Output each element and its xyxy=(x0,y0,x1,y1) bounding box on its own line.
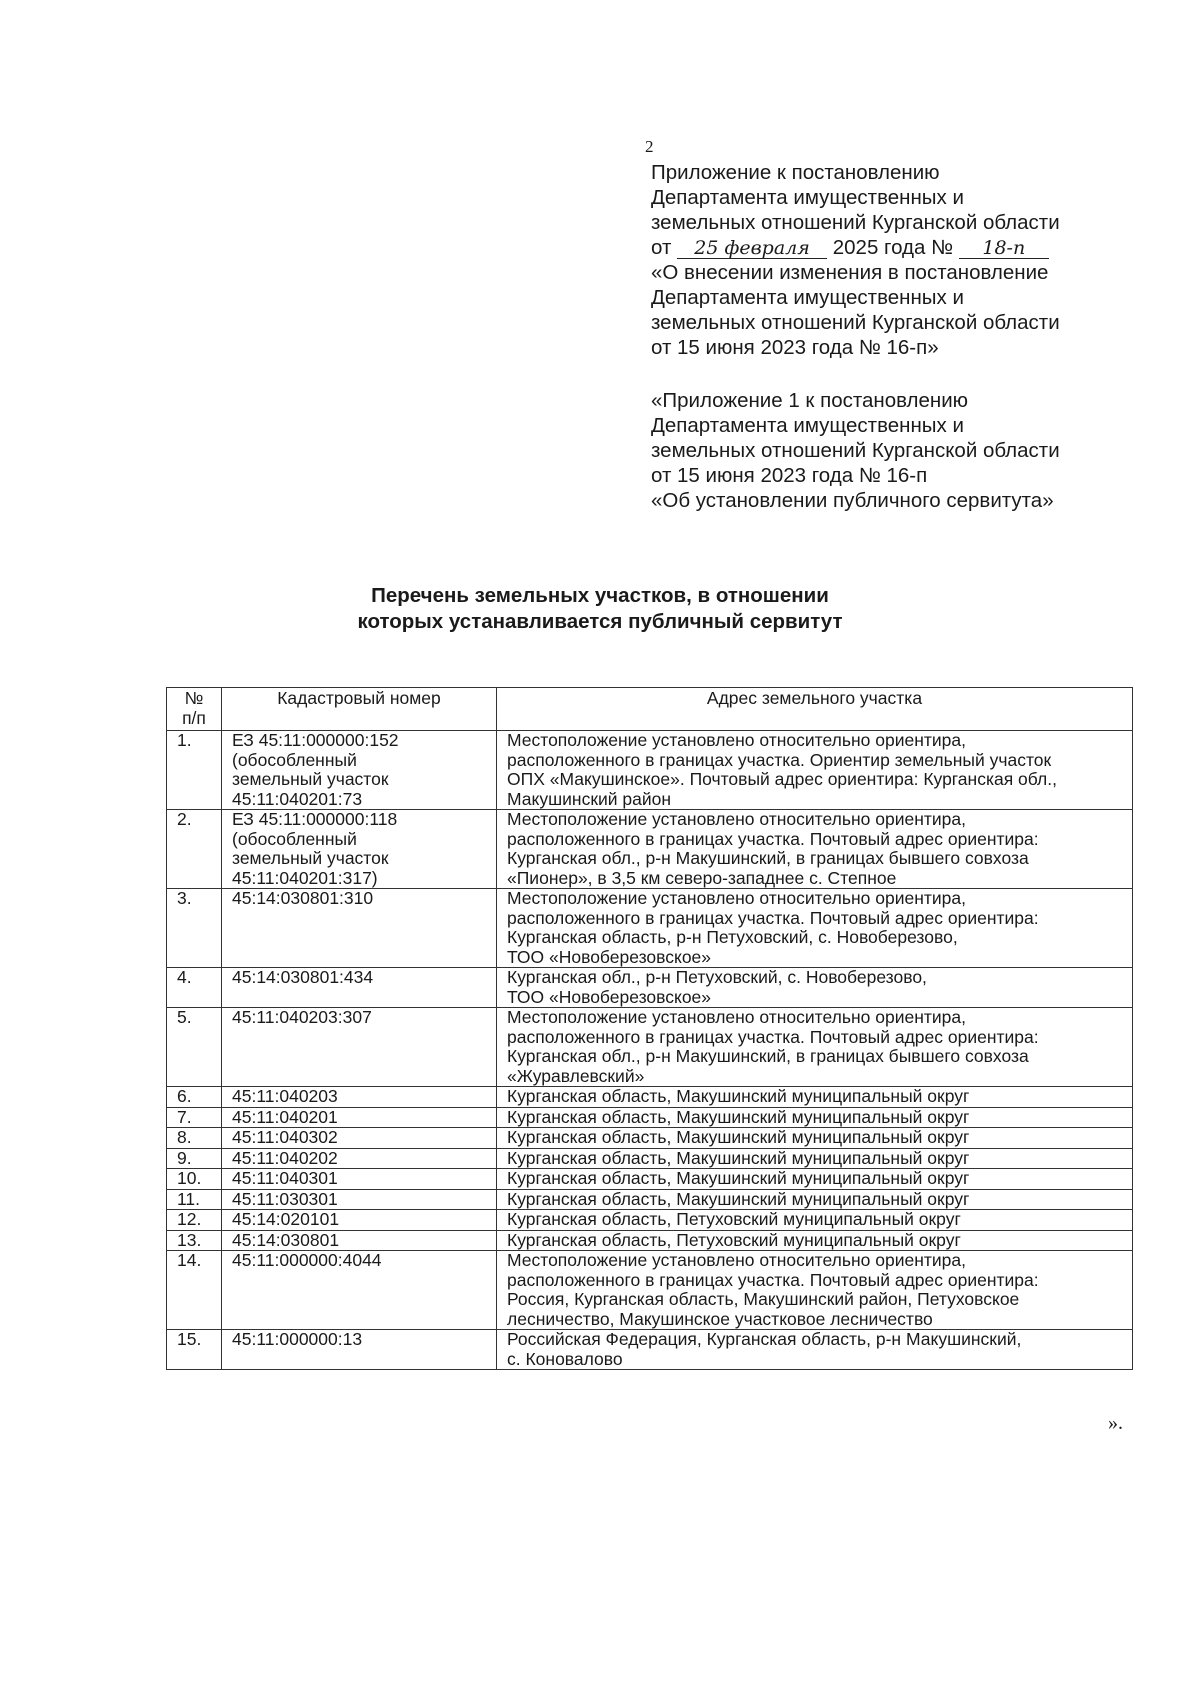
cadastral-number-cell xyxy=(222,1251,497,1330)
cadastral-number-cell xyxy=(222,1169,497,1190)
header-line: от 15 июня 2023 года № 16-п» xyxy=(651,336,939,359)
cadastral-number-cell xyxy=(222,1107,497,1128)
cadastral-number-cell xyxy=(222,731,497,810)
table-row xyxy=(167,810,1133,889)
title-line: Перечень земельных участков, в отношении xyxy=(371,584,829,607)
header-line: «Об установлении публичного сервитута» xyxy=(651,489,1054,512)
row-number: 9. xyxy=(167,1148,222,1169)
row-number: 14. xyxy=(167,1251,222,1330)
cadastral-line: 45:11:040201:317) xyxy=(232,867,378,888)
row-number: 7. xyxy=(167,1107,222,1128)
table-body xyxy=(167,731,1133,1370)
table-row xyxy=(167,1008,1133,1087)
cadastral-line: 45:11:040203:307 xyxy=(232,1007,372,1027)
address-line: Курганская область, Макушинский муниципальный округ xyxy=(507,1107,970,1127)
cadastral-line: 45:11:040301 xyxy=(232,1168,338,1188)
row-number: 11. xyxy=(167,1189,222,1210)
header-line: Департамента имущественных и xyxy=(651,286,964,309)
cadastral-line: 45:14:030801 xyxy=(232,1230,340,1250)
cadastral-number-cell xyxy=(222,968,497,1008)
cadastral-line: 45:11:030301 xyxy=(232,1189,338,1209)
cadastral-line: 45:11:040203 xyxy=(232,1086,338,1106)
cadastral-line: 45:11:000000:4044 xyxy=(232,1250,382,1270)
address-cell xyxy=(497,968,1133,1008)
row-number: 6. xyxy=(167,1087,222,1108)
cadastral-line: 45:11:040202 xyxy=(232,1148,338,1168)
cadastral-line: 45:11:040201 xyxy=(232,1107,338,1127)
address-line: ТОО «Новоберезовское» xyxy=(507,946,712,967)
address-cell xyxy=(497,1330,1133,1370)
cadastral-number-cell xyxy=(222,889,497,968)
address-line: лесничество, Макушинское участковое лесничество xyxy=(507,1308,933,1329)
header-line: от 15 июня 2023 года № 16-п xyxy=(651,464,928,487)
page-number: 2 xyxy=(645,137,654,156)
table-row xyxy=(167,889,1133,968)
cadastral-line: ЕЗ 45:11:000000:152 xyxy=(232,730,399,750)
table-header-row xyxy=(167,688,1133,731)
table-row xyxy=(167,1251,1133,1330)
address-line: Российская Федерация, Курганская область, р-н Макушинский, xyxy=(507,1329,1022,1349)
title-line: которых устанавливается публичный сервитут xyxy=(357,610,843,633)
address-line: Курганская область, Макушинский муниципальный округ xyxy=(507,1127,970,1147)
address-line: расположенного в границах участка. Почтовый адрес ориентира: xyxy=(507,1026,1039,1047)
address-line: Курганская область, р-н Петуховский, с. Новоберезово, xyxy=(507,927,958,947)
address-cell xyxy=(497,1251,1133,1330)
address-line: Местоположение установлено относительно ориентира, xyxy=(507,888,966,908)
table-row xyxy=(167,1189,1133,1210)
cadastral-line: ЕЗ 45:11:000000:118 xyxy=(232,809,398,829)
header-num-line: п/п xyxy=(182,707,206,728)
address-cell xyxy=(497,1107,1133,1128)
address-cell xyxy=(497,1148,1133,1169)
cadastral-line: земельный участок xyxy=(232,848,389,868)
cadastral-number-cell xyxy=(222,1189,497,1210)
header-num xyxy=(167,688,222,731)
address-line: Курганская обл., р-н Макушинский, в границах бывшего совхоза xyxy=(507,848,1029,868)
address-line: Макушинский район xyxy=(507,788,672,809)
address-cell xyxy=(497,731,1133,810)
cadastral-number-cell xyxy=(222,1128,497,1149)
table-row xyxy=(167,731,1133,810)
address-line: Курганская область, Макушинский муниципальный округ xyxy=(507,1086,970,1106)
row-number: 5. xyxy=(167,1008,222,1087)
header-line: земельных отношений Курганской области xyxy=(651,311,1060,334)
handwritten-number: 18-п xyxy=(959,238,1049,259)
closing-mark: ». xyxy=(1108,1412,1123,1434)
address-cell xyxy=(497,1210,1133,1231)
address-cell xyxy=(497,1230,1133,1251)
header-date-line xyxy=(651,235,1171,260)
row-number: 4. xyxy=(167,968,222,1008)
cadastral-number-cell xyxy=(222,1330,497,1370)
table-row xyxy=(167,1169,1133,1190)
address-line: Курганская область, Петуховский муниципальный округ xyxy=(507,1230,961,1250)
cadastral-line: 45:14:030801:434 xyxy=(232,967,374,987)
document-title xyxy=(300,583,900,635)
cadastral-line: 45:11:000000:13 xyxy=(232,1329,363,1349)
address-cell xyxy=(497,889,1133,968)
address-line: «Журавлевский» xyxy=(507,1065,645,1086)
year-text: 2025 года № xyxy=(832,236,954,259)
address-line: Курганская обл., р-н Петуховский, с. Новоберезово, xyxy=(507,967,927,987)
row-number: 13. xyxy=(167,1230,222,1251)
header-line: земельных отношений Курганской области xyxy=(651,211,1060,234)
table-row xyxy=(167,1230,1133,1251)
cadastral-line: 45:11:040302 xyxy=(232,1127,338,1147)
table-row xyxy=(167,1087,1133,1108)
header-line: «О внесении изменения в постановление xyxy=(651,261,1049,284)
cadastral-number-cell xyxy=(222,810,497,889)
address-line: Курганская область, Петуховский муниципальный округ xyxy=(507,1209,961,1229)
address-line: Местоположение установлено относительно ориентира, xyxy=(507,1007,966,1027)
date-prefix: от xyxy=(651,236,672,259)
table-row xyxy=(167,1330,1133,1370)
table-row xyxy=(167,968,1133,1008)
address-line: Курганская область, Макушинский муниципальный округ xyxy=(507,1148,970,1168)
cadastral-number-cell xyxy=(222,1230,497,1251)
address-line: расположенного в границах участка. Почтовый адрес ориентира: xyxy=(507,828,1039,849)
cadastral-line: земельный участок xyxy=(232,769,389,789)
cadastral-line: 45:14:020101 xyxy=(232,1209,340,1229)
land-plots-table xyxy=(166,687,1133,1370)
header-cadastral: Кадастровый номер xyxy=(222,688,497,731)
address-cell xyxy=(497,1189,1133,1210)
table-row xyxy=(167,1107,1133,1128)
row-number: 10. xyxy=(167,1169,222,1190)
row-number: 15. xyxy=(167,1330,222,1370)
address-line: Курганская область, Макушинский муниципальный округ xyxy=(507,1168,970,1188)
address-line: расположенного в границах участка. Ориентир земельный участок xyxy=(507,749,1052,770)
address-line: Местоположение установлено относительно ориентира, xyxy=(507,809,966,829)
cadastral-line: (обособленный xyxy=(232,828,357,849)
header-num-line: № xyxy=(184,688,204,708)
address-cell xyxy=(497,1008,1133,1087)
row-number: 8. xyxy=(167,1128,222,1149)
address-line: с. Коновалово xyxy=(507,1348,623,1369)
handwritten-date: 25 февраля xyxy=(677,238,827,259)
header-address: Адрес земельного участка xyxy=(497,688,1133,731)
address-line: Курганская обл., р-н Макушинский, в границах бывшего совхоза xyxy=(507,1046,1029,1066)
cadastral-line: 45:14:030801:310 xyxy=(232,888,374,908)
cadastral-line: 45:11:040201:73 xyxy=(232,788,363,809)
row-number: 12. xyxy=(167,1210,222,1231)
cadastral-number-cell xyxy=(222,1087,497,1108)
address-line: ОПХ «Макушинское». Почтовый адрес ориентира: Курганская обл., xyxy=(507,769,1057,789)
address-cell xyxy=(497,1087,1133,1108)
appendix1-header xyxy=(651,388,1171,513)
address-cell xyxy=(497,1169,1133,1190)
appendix-header xyxy=(651,160,1171,360)
cadastral-number-cell xyxy=(222,1148,497,1169)
table-row xyxy=(167,1210,1133,1231)
address-line: расположенного в границах участка. Почтовый адрес ориентира: xyxy=(507,907,1039,928)
row-number: 3. xyxy=(167,889,222,968)
address-cell xyxy=(497,1128,1133,1149)
cadastral-number-cell xyxy=(222,1008,497,1087)
row-number: 2. xyxy=(167,810,222,889)
header-line: «Приложение 1 к постановлению xyxy=(651,389,969,412)
address-line: Курганская область, Макушинский муниципальный округ xyxy=(507,1189,970,1209)
header-line: земельных отношений Курганской области xyxy=(651,439,1060,462)
address-line: «Пионер», в 3,5 км северо-западнее с. Степное xyxy=(507,867,897,888)
header-line: Приложение к постановлению xyxy=(651,161,940,184)
cadastral-line: (обособленный xyxy=(232,749,357,770)
address-line: ТОО «Новоберезовское» xyxy=(507,986,712,1007)
address-line: расположенного в границах участка. Почтовый адрес ориентира: xyxy=(507,1269,1039,1290)
header-line: Департамента имущественных и xyxy=(651,414,964,437)
table-row xyxy=(167,1128,1133,1149)
table-row xyxy=(167,1148,1133,1169)
cadastral-number-cell xyxy=(222,1210,497,1231)
row-number: 1. xyxy=(167,731,222,810)
address-cell xyxy=(497,810,1133,889)
address-line: Местоположение установлено относительно ориентира, xyxy=(507,730,966,750)
address-line: Местоположение установлено относительно ориентира, xyxy=(507,1250,966,1270)
header-line: Департамента имущественных и xyxy=(651,186,964,209)
address-line: Россия, Курганская область, Макушинский район, Петуховское xyxy=(507,1289,1020,1309)
